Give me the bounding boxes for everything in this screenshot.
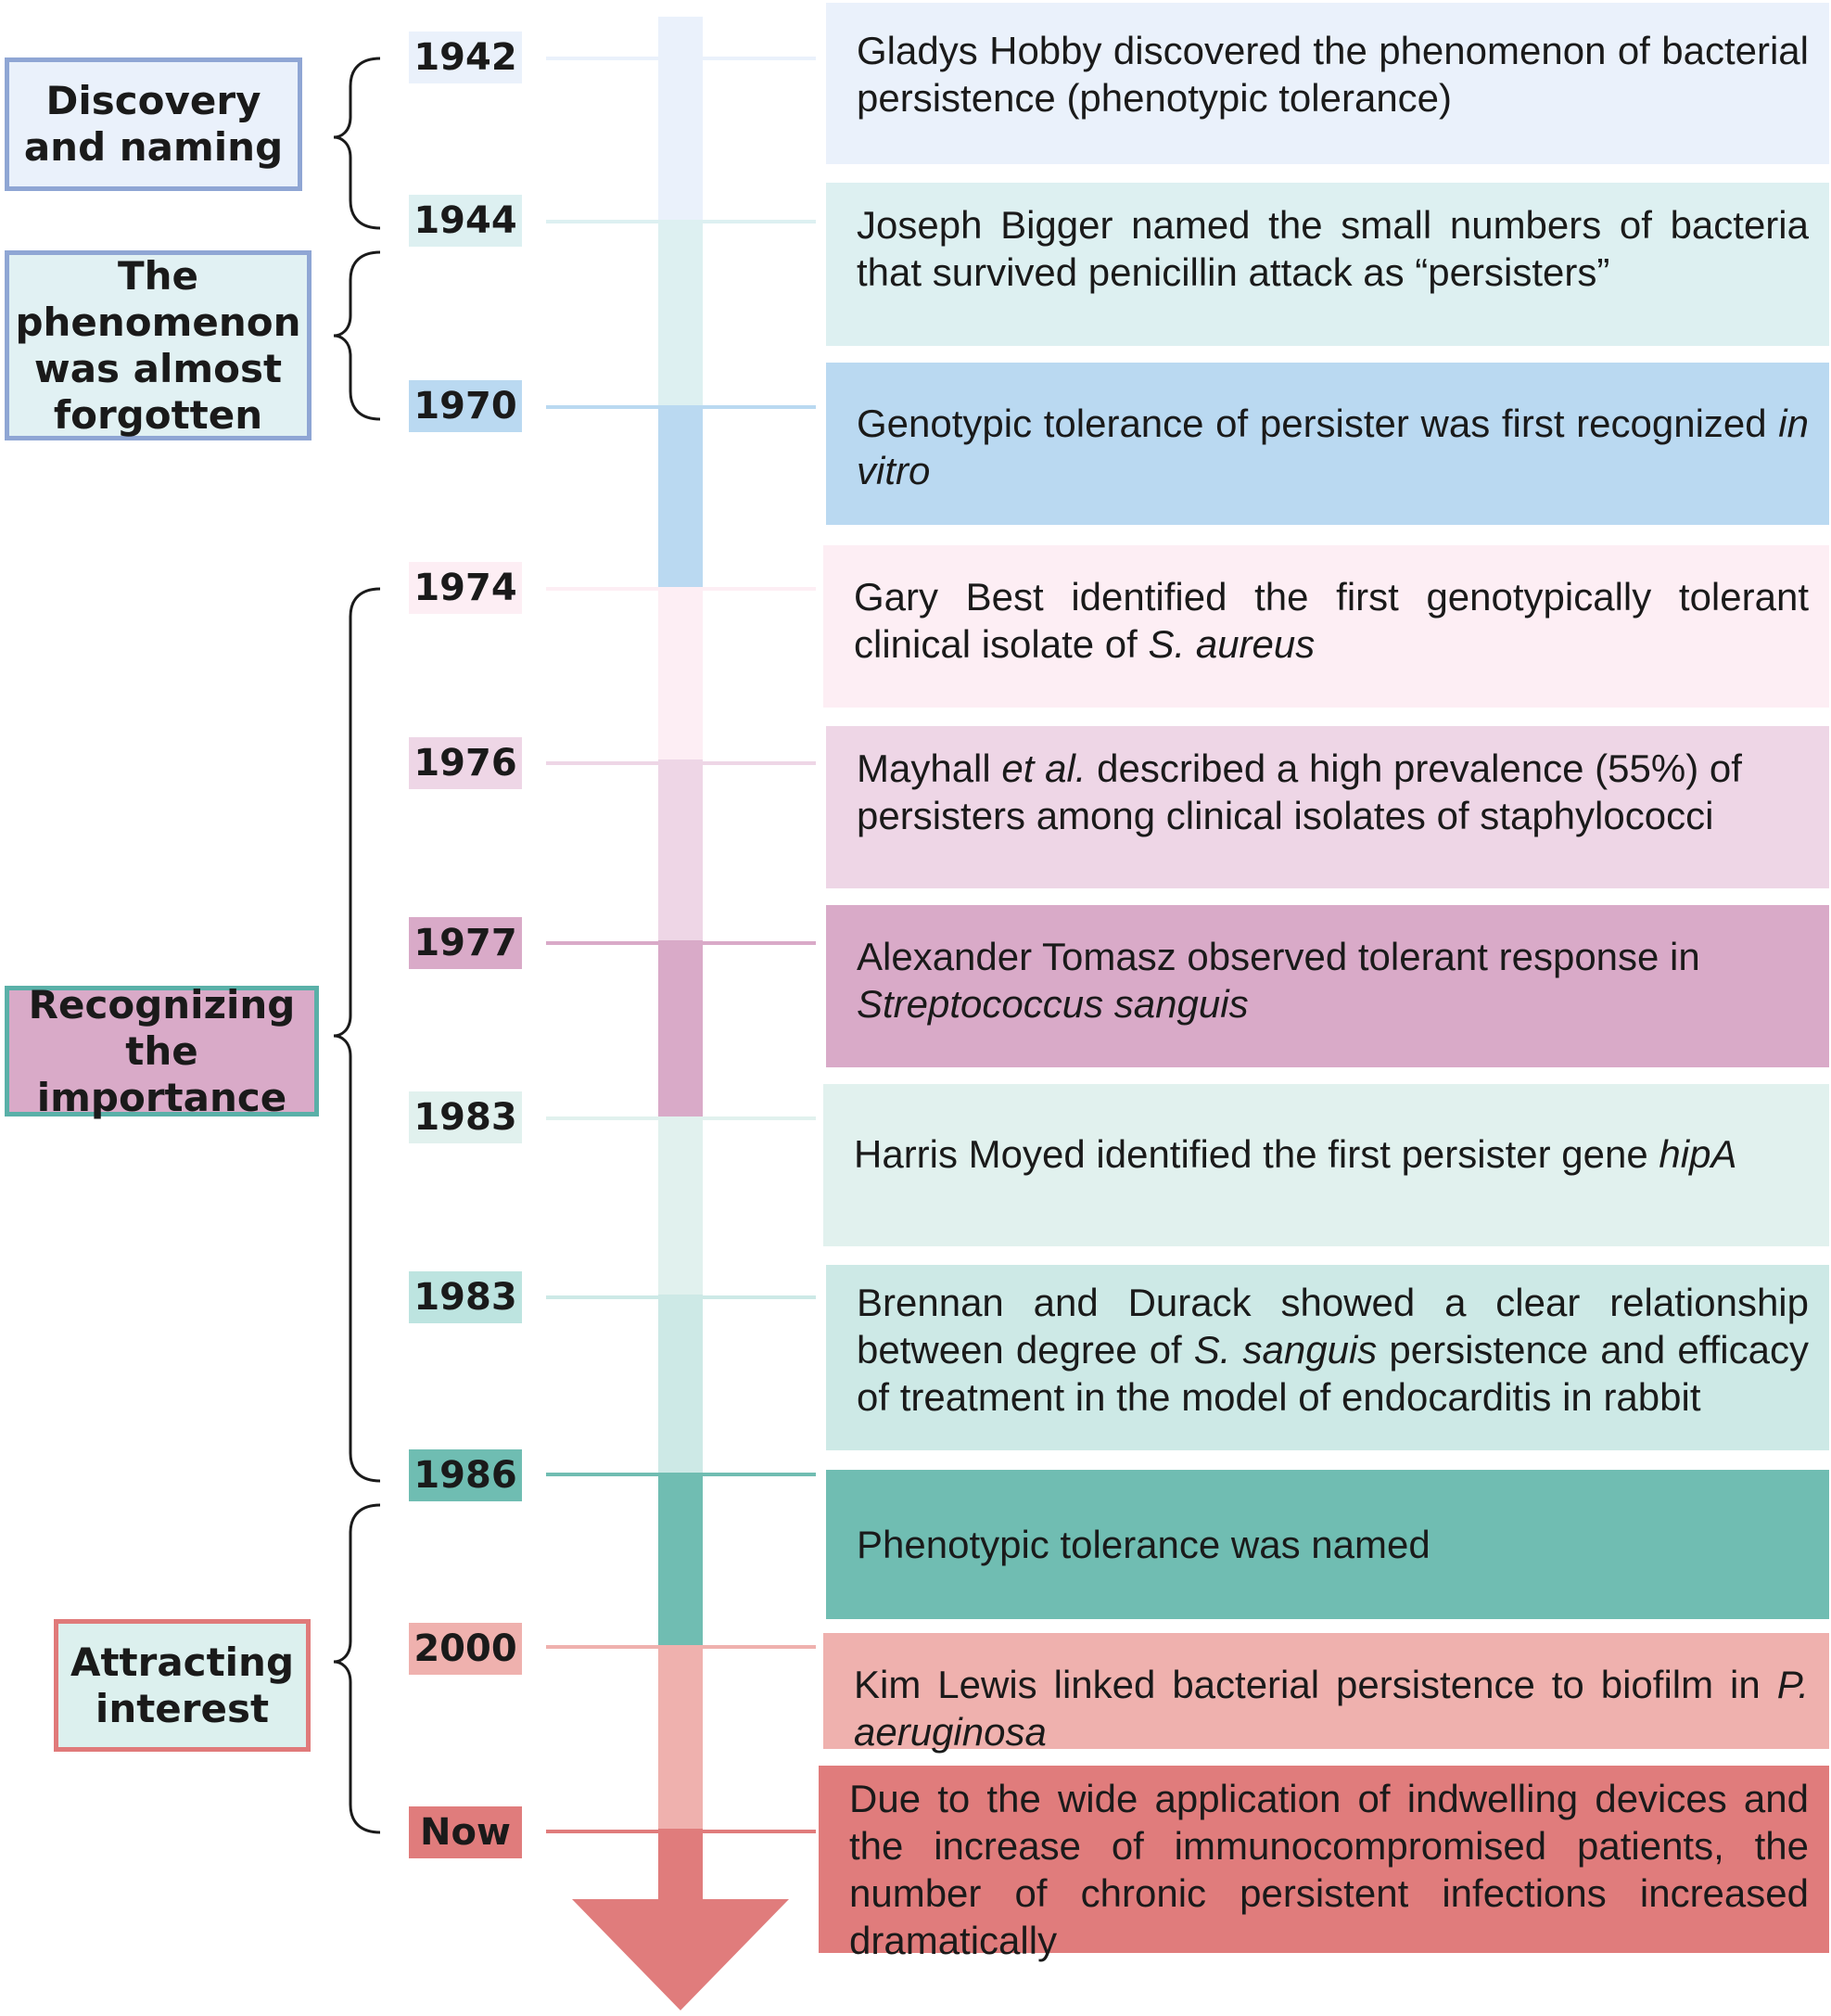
- event-box: [826, 183, 1829, 346]
- year-connector: [546, 405, 816, 409]
- italic-term: et al.: [1001, 746, 1087, 790]
- phase-label-text: The phenomenon was almost forgotten: [15, 252, 301, 438]
- event-text: Alexander Tomasz observed tolerant response in: [857, 935, 1700, 978]
- event-box: [826, 1265, 1829, 1450]
- event-description: [854, 573, 1809, 668]
- event-description: [854, 1661, 1809, 1755]
- event-text: Kim Lewis linked bacterial persistence to biofilm in: [854, 1663, 1777, 1706]
- event-box: [826, 905, 1829, 1067]
- event-description: [857, 1521, 1809, 1568]
- event-text: Joseph Bigger named the small numbers of bacteria that survived penicillin attack as “persisters”: [857, 203, 1809, 294]
- event-description: [857, 933, 1809, 1027]
- event-text: Gary Best identified the first genotypically tolerant clinical isolate of: [854, 575, 1809, 666]
- year-label: 1986: [409, 1449, 522, 1501]
- year-connector: [546, 1830, 816, 1833]
- year-connector: [546, 761, 816, 765]
- event-text: Brennan and Durack showed a clear relationship between degree of: [857, 1281, 1809, 1372]
- phase-label-text: Discovery and naming: [23, 78, 284, 170]
- event-description: [857, 1279, 1809, 1421]
- event-text: Due to the wide application of indwelling devices and the increase of immunocompromised patients, the number of chronic persistent infections increased dramatically: [849, 1777, 1809, 1962]
- arrowhead-shape: [572, 1899, 789, 2010]
- year-connector: [546, 220, 816, 223]
- event-box: [826, 1470, 1829, 1619]
- event-text: Gladys Hobby discovered the phenomenon of bacterial persistence (phenotypic tolerance): [857, 29, 1809, 120]
- italic-term: P. aeruginosa: [854, 1663, 1809, 1754]
- event-box: [826, 726, 1829, 888]
- year-label: 1983: [409, 1091, 522, 1143]
- event-text: described a high prevalence (55%) of persisters among clinical isolates of staphylococci: [857, 746, 1742, 837]
- event-description: [854, 1130, 1809, 1178]
- italic-term: in vitro: [857, 402, 1809, 492]
- year-label: 1983: [409, 1271, 522, 1323]
- event-box: [823, 1084, 1829, 1246]
- year-label: 1942: [409, 32, 522, 83]
- year-connector: [546, 1473, 816, 1476]
- event-description: [857, 27, 1809, 121]
- event-text: Phenotypic tolerance was named: [857, 1523, 1430, 1566]
- phase-label-text: Attracting interest: [70, 1639, 295, 1731]
- event-text: Mayhall: [857, 746, 1002, 790]
- event-box: [823, 545, 1829, 708]
- year-label: 1970: [409, 380, 522, 432]
- year-label: 1977: [409, 917, 522, 969]
- event-description: [857, 745, 1809, 839]
- year-connector: [546, 1645, 816, 1649]
- year-connector: [546, 1116, 816, 1120]
- year-label: 2000: [409, 1623, 522, 1675]
- year-connector: [546, 587, 816, 591]
- event-text: Genotypic tolerance of persister was first recognized: [857, 402, 1779, 445]
- year-connector: [546, 1295, 816, 1299]
- event-description: [849, 1775, 1809, 1964]
- event-text: persistence and efficacy of treatment in the model of endocarditis in rabbit: [857, 1328, 1809, 1419]
- italic-term: S. aureus: [1148, 622, 1316, 666]
- year-label: 1974: [409, 562, 522, 614]
- year-connector: [546, 57, 816, 60]
- italic-term: Streptococcus sanguis: [857, 982, 1249, 1026]
- italic-term: S. sanguis: [1193, 1328, 1378, 1372]
- phase-label-text: Recognizing the importance: [28, 981, 296, 1120]
- event-description: [857, 400, 1809, 494]
- year-label: 1976: [409, 737, 522, 789]
- event-box: [823, 1633, 1829, 1754]
- event-box: [826, 3, 1829, 164]
- italic-term: hipA: [1659, 1132, 1737, 1176]
- event-description: [857, 201, 1809, 296]
- event-box: [826, 363, 1829, 525]
- event-text: Harris Moyed identified the first persister gene: [854, 1132, 1659, 1176]
- year-label: 1944: [409, 195, 522, 247]
- event-box: [819, 1766, 1829, 1962]
- year-connector: [546, 941, 816, 945]
- year-label: Now: [409, 1806, 522, 1858]
